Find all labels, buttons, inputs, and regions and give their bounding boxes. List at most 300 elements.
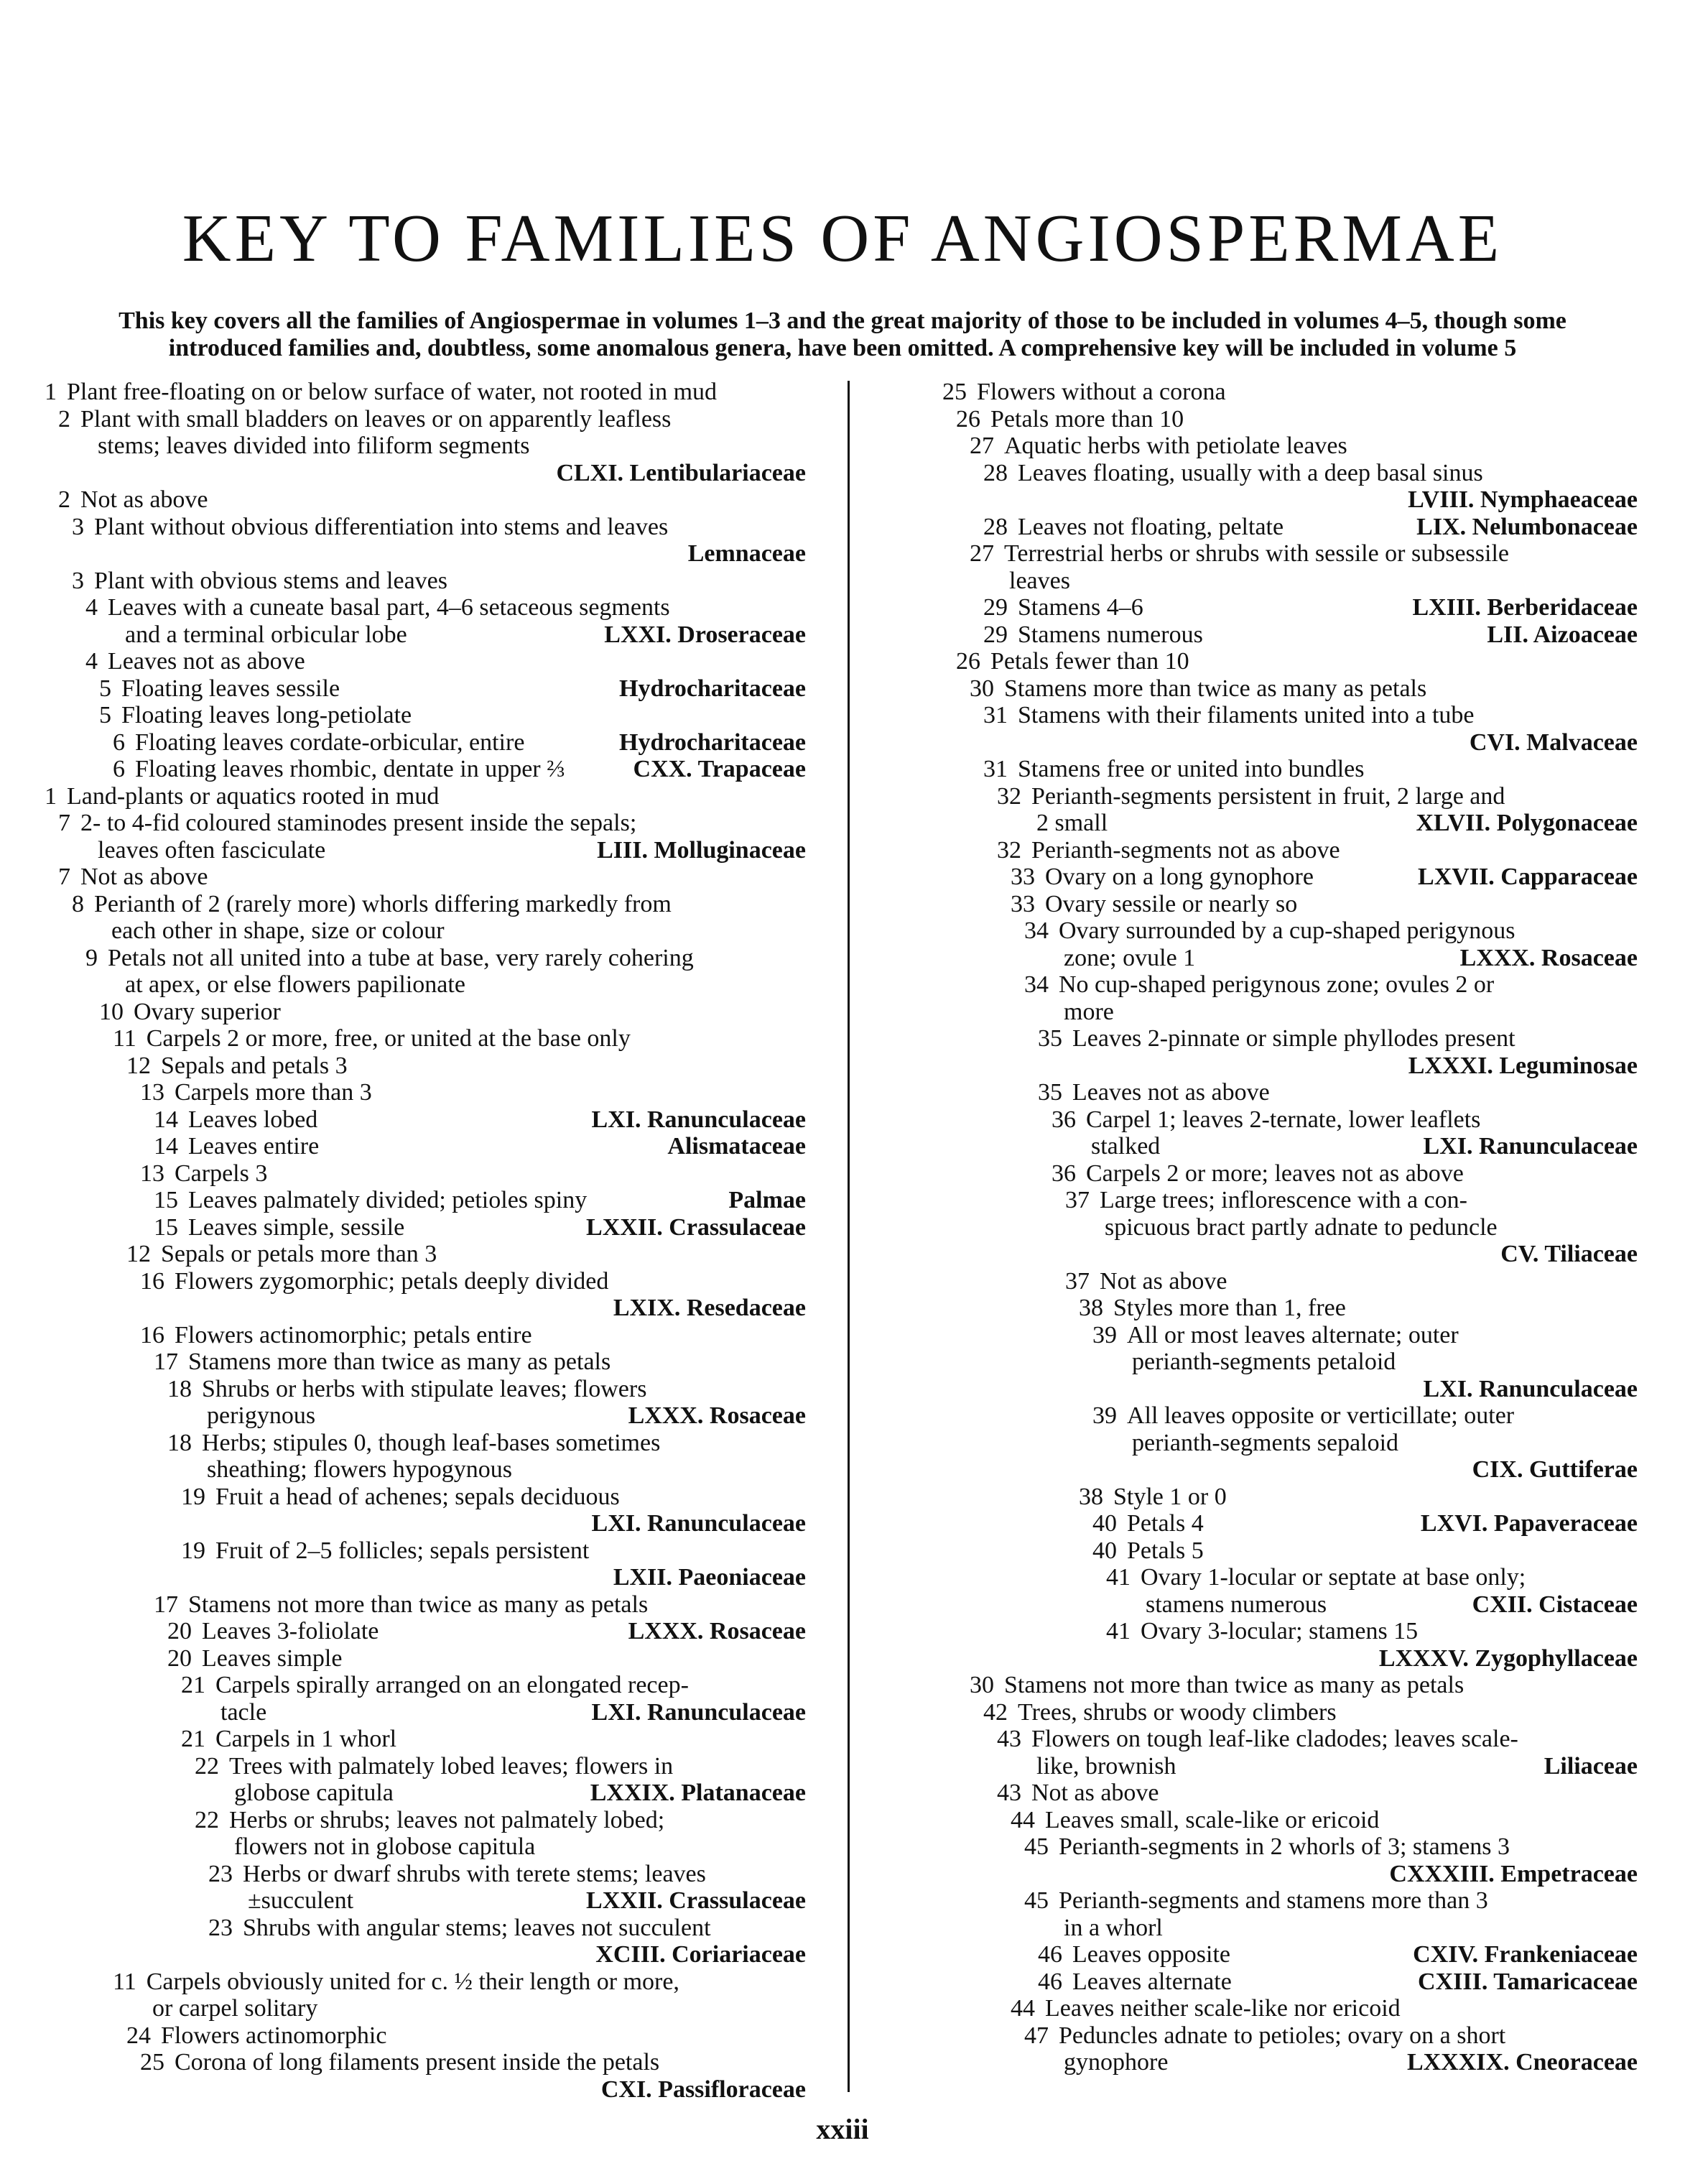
couplet-number: 33 [1011,864,1035,890]
key-line [45,971,806,999]
key-line [45,1430,806,1457]
key-line [45,1618,806,1645]
key-line [942,1887,1638,1915]
key-line [45,1887,806,1915]
family-name: CLXI. Lentibulariaceae [556,459,806,486]
family-name: LXIX. Resedaceae [613,1295,806,1321]
couplet-number: 1 [45,379,57,405]
key-line [942,1537,1638,1565]
couplet-number: 29 [983,621,1008,648]
couplet-number: 40 [1092,1537,1117,1564]
couplet-text: Carpels 2 or more, free, or united at the base only [146,1025,631,1052]
couplet-number: 32 [997,782,1021,810]
couplet-number: 3 [72,567,84,594]
couplet-text: perianth-segments petaloid [1132,1348,1396,1375]
couplet-number: 44 [1011,1806,1035,1833]
family-name: LVIII. Nymphaeaceae [1408,486,1638,513]
couplet-number: 34 [1024,917,1049,944]
key-line [942,1456,1638,1484]
couplet-text: 2- to 4-fid coloured staminodes present inside the sepals; [80,810,637,836]
couplet-text: Floating leaves long-petiolate [121,702,412,728]
key-line [45,783,806,810]
couplet-text: Stamens numerous [1018,621,1203,648]
couplet-text: Trees with palmately lobed leaves; flowers in [229,1752,674,1780]
key-line [45,1861,806,1888]
family-name: Hydrocharitaceae [619,675,806,702]
family-name: LXXX. Rosaceae [628,1402,806,1429]
family-name: Liliaceae [1544,1752,1638,1780]
key-line [942,1726,1638,1753]
family-name: LXXXI. Leguminosae [1408,1052,1638,1079]
couplet-text: Ovary surrounded by a cup-shaped perigynous [1059,917,1515,944]
key-line [942,1052,1638,1080]
key-line [45,568,806,595]
key-line [942,1268,1638,1295]
couplet-text: Floating leaves sessile [121,675,340,702]
couplet-text: Fruit of 2–5 follicles; sepals persistent [215,1537,590,1564]
key-line [45,810,806,837]
family-name: LXII. Paeoniaceae [613,1564,806,1591]
couplet-number: 45 [1024,1887,1049,1914]
family-name: LXI. Ranunculaceae [1423,1133,1638,1160]
family-name: LXIII. Berberidaceae [1412,594,1638,621]
couplet-text: Aquatic herbs with petiolate leaves [1004,432,1347,459]
key-line [45,432,806,460]
couplet-number: 7 [58,864,70,890]
key-line [45,1133,806,1160]
couplet-text: Floating leaves cordate-orbicular, entire [135,728,525,756]
key-line [942,1402,1638,1430]
key-line [942,756,1638,783]
couplet-text: stems; leaves divided into filiform segments [98,432,530,459]
couplet-number: 18 [167,1375,192,1402]
family-name: CXX. Trapaceae [633,756,806,782]
couplet-number: 21 [181,1726,205,1752]
key-line [45,1753,806,1780]
key-line [45,917,806,945]
key-line [45,594,806,621]
key-line [45,406,806,433]
couplet-text: Stamens with their filaments united into a tube [1018,702,1475,728]
family-name: LXXX. Rosaceae [1459,944,1638,971]
key-line [942,1322,1638,1349]
key-line [45,2049,806,2076]
couplet-text: Perianth of 2 (rarely more) whorls differing markedly from [94,890,672,917]
couplet-text: Trees, shrubs or woody climbers [1018,1698,1337,1726]
couplet-text: flowers not in globose capitula [234,1833,536,1860]
intro-paragraph [66,307,1619,362]
couplet-text: Petals 4 [1127,1510,1204,1537]
couplet-text: Carpels spirally arranged on an elongated recep- [215,1672,689,1698]
couplet-number: 30 [970,1672,994,1698]
couplet-number: 39 [1092,1321,1117,1348]
couplet-text: Petals 5 [1127,1537,1204,1564]
key-line [45,1915,806,1942]
key-line [942,729,1638,756]
family-name: LXI. Ranunculaceae [591,1106,806,1133]
family-name: CXIV. Frankeniaceae [1413,1941,1638,1968]
key-line [45,486,806,514]
couplet-number: 39 [1092,1402,1117,1429]
key-line [942,837,1638,864]
couplet-text: Herbs or dwarf shrubs with terete stems; leaves [243,1860,706,1887]
couplet-text: No cup-shaped perigynous zone; ovules 2 or [1059,971,1495,998]
key-line [942,917,1638,945]
couplet-text: All or most leaves alternate; outer [1127,1321,1459,1348]
couplet-number: 47 [1024,2022,1049,2049]
key-line [942,540,1638,568]
couplet-text: Stamens 4–6 [1018,594,1143,621]
couplet-number: 23 [208,1860,233,1887]
couplet-number: 24 [126,2022,151,2049]
key-line [45,1106,806,1134]
key-line [942,1079,1638,1106]
couplet-number: 28 [983,459,1008,486]
key-line [942,1753,1638,1780]
couplet-number: 33 [1011,890,1035,917]
family-name: CVI. Malvaceae [1469,728,1638,756]
couplet-text: Herbs; stipules 0, though leaf-bases sometimes [202,1429,661,1456]
family-name: CV. Tiliaceae [1500,1241,1638,1267]
couplet-text: Leaves simple [202,1644,343,1672]
couplet-number: 44 [1011,1995,1035,2022]
couplet-number: 25 [140,2049,164,2076]
couplet-text: Stamens more than twice as many as petals [1004,675,1427,702]
key-line [942,1241,1638,1268]
couplet-text: Carpel 1; leaves 2-ternate, lower leaflets [1086,1106,1481,1133]
family-name: LXXXIX. Cneoraceae [1406,2049,1638,2076]
key-line [45,2076,806,2104]
key-line [45,2022,806,2050]
key-line [942,2022,1638,2050]
couplet-text: stalked [1091,1133,1161,1160]
family-name: Hydrocharitaceae [619,728,806,756]
key-line [942,1214,1638,1241]
couplet-text: Stamens free or united into bundles [1018,756,1365,782]
family-name: CXXXIII. Empetraceae [1389,1860,1638,1887]
couplet-number: 5 [99,675,111,702]
key-line [45,1941,806,1968]
key-line [942,864,1638,891]
key-line [942,1187,1638,1214]
key-line [942,1430,1638,1457]
key-line [942,1510,1638,1537]
couplet-text: Flowers zygomorphic; petals deeply divided [175,1267,609,1295]
couplet-text: Leaves 2-pinnate or simple phyllodes present [1072,1025,1515,1052]
couplet-number: 34 [1024,971,1049,998]
key-line [942,1618,1638,1645]
couplet-text: Perianth-segments not as above [1031,836,1340,864]
couplet-number: 19 [181,1483,205,1510]
key-line [942,594,1638,621]
key-line [942,1699,1638,1726]
couplet-text: Leaves 3-foliolate [202,1618,379,1644]
key-line [45,1672,806,1699]
key-line [45,1968,806,1996]
key-line [45,864,806,891]
couplet-text: tacle [221,1698,267,1726]
couplet-text: Flowers without a corona [977,379,1226,405]
couplet-text: Ovary 1-locular or septate at base only; [1141,1564,1526,1591]
key-line [942,675,1638,703]
key-line [942,1915,1638,1942]
couplet-text: Terrestrial herbs or shrubs with sessile or subsessile [1004,540,1509,567]
key-line [45,1591,806,1619]
key-line [45,1402,806,1430]
key-line [45,1726,806,1753]
couplet-text: Plant without obvious differentiation into stems and leaves [94,513,669,540]
couplet-text: zone; ovule 1 [1064,944,1196,971]
couplet-number: 2 [58,486,70,513]
family-name: CXIII. Tamaricaceae [1418,1968,1638,1995]
couplet-number: 14 [154,1133,178,1160]
couplet-number: 12 [126,1052,151,1079]
couplet-number: 6 [113,728,125,756]
key-line [942,621,1638,649]
key-line [45,1295,806,1322]
key-line [942,1833,1638,1861]
family-name: LIII. Molluginaceae [597,836,806,864]
key-line [942,1025,1638,1052]
intro-line: introduced families and, doubtless, some anomalous genera, have been omitted. A comprehensive key will be included in volume 5 [168,335,1517,361]
couplet-text: Sepals and petals 3 [161,1052,348,1079]
family-name: LXI. Ranunculaceae [591,1698,806,1726]
couplet-text: Flowers on tough leaf-like cladodes; leaves scale- [1031,1726,1518,1752]
couplet-number: 41 [1106,1564,1131,1591]
key-line [45,729,806,756]
couplet-number: 10 [99,998,124,1025]
couplet-text: Carpels 3 [175,1160,268,1187]
couplet-text: Ovary 3-locular; stamens 15 [1141,1618,1419,1644]
key-line [942,1484,1638,1511]
couplet-number: 16 [140,1321,164,1348]
couplet-number: 14 [154,1106,178,1133]
couplet-text: All leaves opposite or verticillate; outer [1127,1402,1515,1429]
couplet-text: Stamens not more than twice as many as petals [188,1591,649,1618]
family-name: LXXII. Crassulaceae [586,1213,806,1241]
couplet-text: Petals not all united into a tube at base, very rarely cohering [108,944,694,971]
key-line [942,1348,1638,1376]
couplet-text: leaves [1009,567,1070,594]
key-line [45,1484,806,1511]
key-line [45,1564,806,1591]
couplet-text: Leaves not floating, peltate [1018,513,1284,540]
couplet-number: 20 [167,1618,192,1644]
couplet-number: 36 [1052,1106,1076,1133]
key-line [45,1456,806,1484]
couplet-text: Flowers actinomorphic [161,2022,387,2049]
key-line [45,1699,806,1726]
couplet-text: Carpels more than 3 [175,1079,372,1106]
couplet-number: 13 [140,1160,164,1187]
couplet-text: 2 small [1036,810,1108,836]
couplet-text: Not as above [1100,1267,1227,1295]
couplet-text: Ovary sessile or nearly so [1045,890,1298,917]
key-line [45,756,806,783]
couplet-text: Not as above [80,486,208,513]
couplet-text: Petals fewer than 10 [990,648,1189,675]
couplet-text: Shrubs or herbs with stipulate leaves; flowers [202,1375,647,1402]
key-line [942,1106,1638,1134]
key-column-right [942,379,1638,2076]
couplet-number: 27 [970,540,994,567]
couplet-number: 32 [997,836,1021,864]
key-line [45,1187,806,1214]
family-name: XLVII. Polygonaceae [1416,810,1638,836]
couplet-text: at apex, or else flowers papilionate [125,971,465,998]
family-name: LIX. Nelumbonaceae [1416,513,1638,540]
couplet-number: 5 [99,702,111,728]
family-name: LXI. Ranunculaceae [591,1510,806,1537]
couplet-number: 25 [942,379,967,405]
couplet-number: 30 [970,675,994,702]
key-line [942,1995,1638,2022]
key-line [942,486,1638,514]
couplet-text: in a whorl [1064,1914,1163,1941]
key-line [942,514,1638,541]
key-line [45,621,806,649]
key-line [45,1241,806,1268]
family-name: Palmae [728,1187,806,1213]
couplet-text: Perianth-segments in 2 whorls of 3; stamens 3 [1059,1833,1510,1860]
key-line [45,1322,806,1349]
couplet-number: 6 [113,756,125,782]
key-line [45,1537,806,1565]
couplet-text: Carpels obviously united for c. ½ their length or more, [146,1968,679,1995]
key-line [942,891,1638,918]
couplet-number: 29 [983,594,1008,621]
key-line [45,1160,806,1188]
family-name: LXXII. Crassulaceae [586,1887,806,1914]
couplet-number: 38 [1079,1295,1103,1321]
couplet-text: Stamens more than twice as many as petals [188,1348,611,1375]
couplet-number: 17 [154,1591,178,1618]
key-line [942,1861,1638,1888]
couplet-text: Petals more than 10 [990,405,1184,432]
page-number: xxiii [816,2113,869,2145]
family-name: CXII. Cistaceae [1472,1591,1638,1618]
key-line [942,406,1638,433]
key-line [45,648,806,675]
couplet-text: or carpel solitary [152,1995,318,2022]
couplet-number: 31 [983,756,1008,782]
key-line [45,1079,806,1106]
couplet-number: 46 [1038,1941,1062,1968]
family-name: LXXX. Rosaceae [628,1618,806,1644]
couplet-number: 35 [1038,1079,1062,1106]
couplet-text: Leaves simple, sessile [188,1213,405,1241]
key-line [45,540,806,568]
key-line [942,971,1638,999]
couplet-text: Stamens not more than twice as many as petals [1004,1672,1464,1698]
key-line [942,810,1638,837]
couplet-text: Plant with small bladders on leaves or on apparently leafless [80,405,672,432]
couplet-text: and a terminal orbicular lobe [125,621,407,648]
couplet-text: Large trees; inflorescence with a con- [1100,1187,1467,1213]
family-name: LII. Aizoaceae [1487,621,1638,648]
key-line [45,1052,806,1080]
couplet-number: 26 [956,648,980,675]
couplet-text: Peduncles adnate to petioles; ovary on a short [1059,2022,1506,2049]
couplet-text: Perianth-segments and stamens more than 3 [1059,1887,1488,1914]
key-line [45,1645,806,1672]
couplet-number: 16 [140,1267,164,1295]
couplet-text: Fruit a head of achenes; sepals deciduous [215,1483,620,1510]
couplet-number: 46 [1038,1968,1062,1995]
couplet-text: Leaves not as above [108,648,305,675]
couplet-number: 40 [1092,1510,1117,1537]
key-line [942,1941,1638,1968]
family-name: Alismataceae [667,1133,806,1160]
couplet-number: 22 [195,1806,219,1833]
couplet-text: Leaves small, scale-like or ericoid [1045,1806,1380,1833]
couplet-number: 45 [1024,1833,1049,1860]
key-line [45,1780,806,1807]
family-name: LXXI. Droseraceae [604,621,806,648]
couplet-text: Plant free-floating on or below surface of water, not rooted in mud [67,379,718,405]
couplet-number: 19 [181,1537,205,1564]
key-line [942,2049,1638,2076]
couplet-text: Herbs or shrubs; leaves not palmately lobed; [229,1806,665,1833]
key-column-left [45,379,806,2103]
key-line [942,783,1638,810]
couplet-text: Leaves entire [188,1133,320,1160]
couplet-number: 20 [167,1644,192,1672]
couplet-number: 17 [154,1348,178,1375]
couplet-text: Leaves with a cuneate basal part, 4–6 setaceous segments [108,594,670,621]
key-line [45,837,806,864]
page-title: KEY TO FAMILIES OF ANGIOSPERMAE [182,201,1503,276]
key-line [45,1348,806,1376]
couplet-number: 31 [983,702,1008,728]
couplet-number: 41 [1106,1618,1131,1644]
couplet-text: each other in shape, size or colour [111,917,445,944]
couplet-number: 35 [1038,1025,1062,1052]
couplet-text: gynophore [1064,2049,1169,2076]
couplet-number: 15 [154,1213,178,1241]
couplet-number: 7 [58,810,70,836]
couplet-number: 11 [113,1025,136,1052]
couplet-number: 27 [970,432,994,459]
couplet-text: Land-plants or aquatics rooted in mud [67,782,440,810]
couplet-number: 36 [1052,1160,1076,1187]
couplet-text: leaves often fasciculate [98,836,326,864]
key-line [45,945,806,972]
key-line [942,460,1638,487]
couplet-text: Leaves neither scale-like nor ericoid [1045,1995,1401,2022]
couplet-number: 15 [154,1187,178,1213]
couplet-text: perigynous [207,1402,316,1429]
couplet-number: 43 [997,1780,1021,1806]
key-line [942,1968,1638,1996]
couplet-text: Styles more than 1, free [1113,1295,1346,1321]
couplet-text: Carpels 2 or more; leaves not as above [1086,1160,1464,1187]
key-line [942,432,1638,460]
family-name: LXVII. Capparaceae [1418,864,1638,890]
family-name: CIX. Guttiferae [1472,1456,1638,1483]
key-line [942,1160,1638,1188]
couplet-text: more [1064,998,1114,1025]
couplet-number: 2 [58,405,70,432]
couplet-number: 12 [126,1241,151,1267]
couplet-text: Plant with obvious stems and leaves [94,567,448,594]
couplet-text: Style 1 or 0 [1113,1483,1227,1510]
key-line [942,1672,1638,1699]
couplet-text: Leaves palmately divided; petioles spiny [188,1187,588,1213]
key-line [942,1807,1638,1834]
family-name: LXI. Ranunculaceae [1423,1375,1638,1402]
couplet-text: perianth-segments sepaloid [1132,1429,1399,1456]
